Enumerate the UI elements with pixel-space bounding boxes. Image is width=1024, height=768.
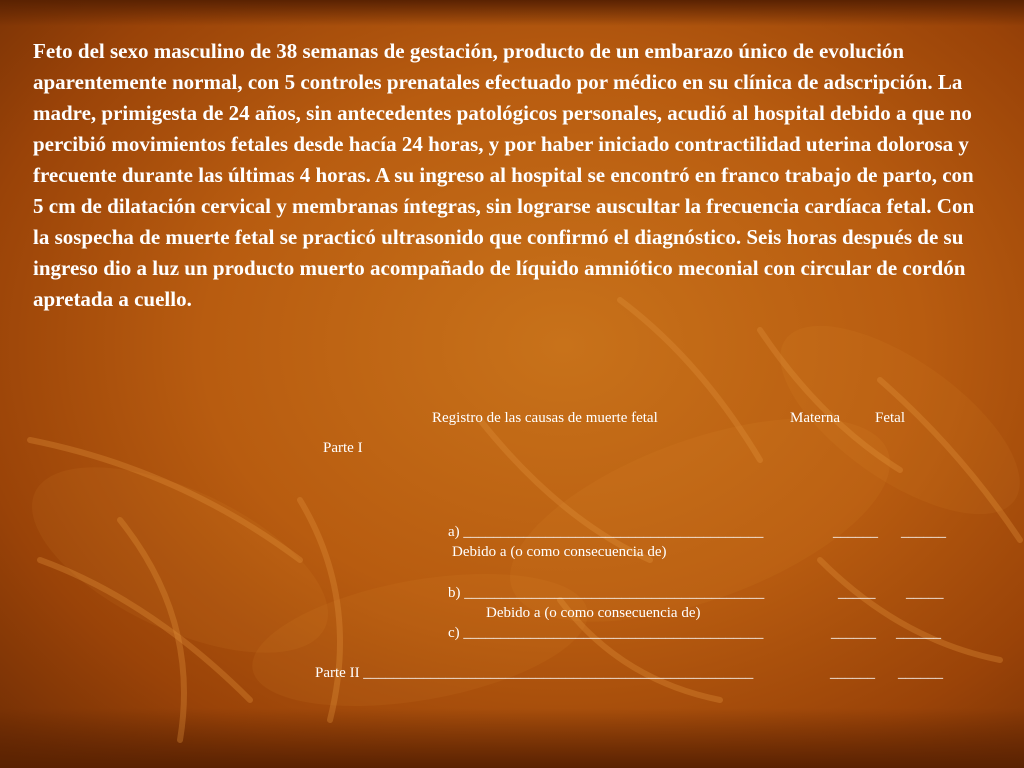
line-a-materna[interactable]: ______ (833, 524, 878, 540)
line-c-fetal[interactable]: ______ (896, 625, 941, 641)
parte-2-fetal[interactable]: ______ (898, 665, 943, 681)
due-to-label-2: Debido a (o como consecuencia de) (486, 605, 701, 621)
line-a-fetal[interactable]: ______ (901, 524, 946, 540)
parte-1-label: Parte I (323, 440, 363, 456)
line-b-fetal[interactable]: _____ (906, 585, 944, 601)
parte-2-materna[interactable]: ______ (830, 665, 875, 681)
col-header-materna: Materna (790, 410, 840, 426)
line-c-materna[interactable]: ______ (831, 625, 876, 641)
case-paragraph: Feto del sexo masculino de 38 semanas de gestación, producto de un embarazo único de evolución aparentemente normal, con 5 controles prenatales efectuado por médico en su clínica de adscripción. La madre, primigesta de 24 años, sin antecedentes patológicos personales, acudió al hospital debido a que no percibió movimientos fetales desde hacía 24 horas, y por haber iniciado contractilidad uterina dolorosa y frecuente durante las últimas 4 horas. A su ingreso al hospital se encontró en franco trabajo de parto, con 5 cm de dilatación cervical y membranas íntegras, sin lograrse auscultar la frecuencia cardíaca fetal. Con la sospecha de muerte fetal se practicó ultrasonido que confirmó el diagnóstico. Seis horas después de su ingreso dio a luz un producto muerto acompañado de líquido amniótico meconial con circular de cordón apretada a cuello. (33, 39, 975, 311)
line-b[interactable]: b) ________________________________________ (448, 585, 765, 601)
due-to-label-1: Debido a (o como consecuencia de) (452, 544, 667, 560)
col-header-fetal: Fetal (875, 410, 905, 426)
line-a[interactable]: a) ________________________________________ (448, 524, 764, 540)
form-header-title: Registro de las causas de muerte fetal (432, 410, 658, 426)
line-c[interactable]: c) ________________________________________ (448, 625, 764, 641)
parte-2-line[interactable]: Parte II ____________________________________________________ (315, 665, 754, 681)
line-b-materna[interactable]: _____ (838, 585, 876, 601)
